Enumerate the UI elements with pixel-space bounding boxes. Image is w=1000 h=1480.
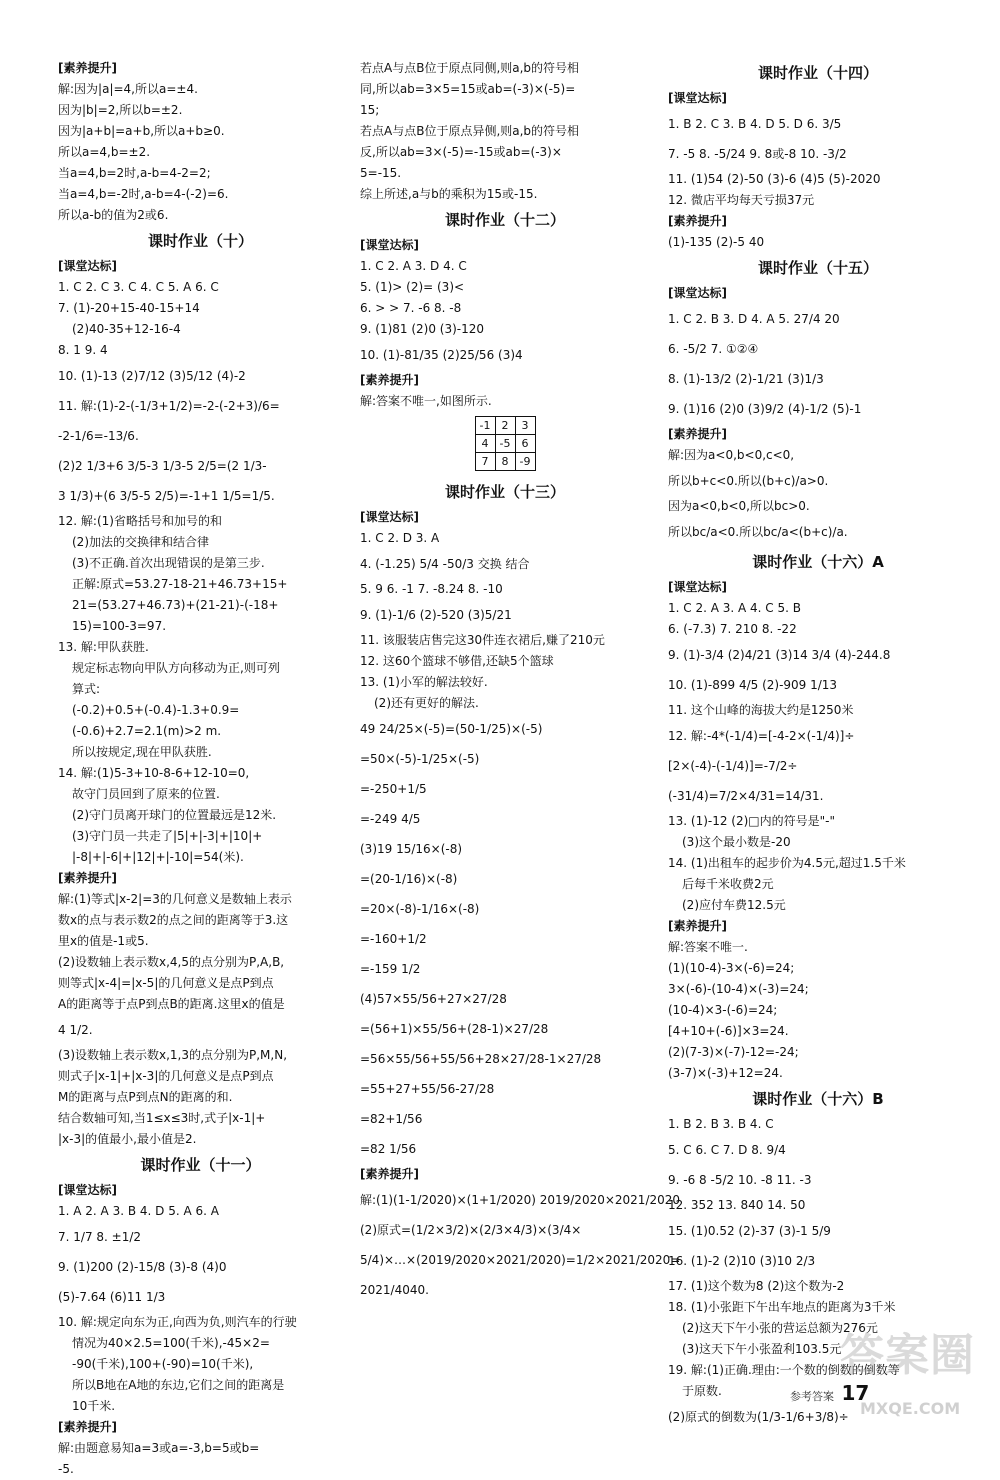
answer-line: =50×(-5)-1/25×(-5) — [360, 752, 480, 766]
answer-line: 6. -5/2 7. ①②④ — [668, 342, 759, 356]
answer-line: (3)这个最小数是-20 — [682, 835, 791, 849]
answer-line: =-159 1/2 — [360, 962, 421, 976]
answer-line: 里x的值是-1或5. — [58, 934, 149, 948]
section-title: 课时作业（十二） — [444, 211, 565, 229]
answer-line: 所以B地在A地的东边,它们之间的距离是 — [72, 1378, 285, 1392]
answer-line: 因为|b|=2,所以b=±2. — [58, 103, 183, 117]
answer-line: (1)(10-4)-3×(-6)=24; — [668, 961, 795, 975]
answer-line: 1. B 2. C 3. B 4. D 5. D 6. 3/5 — [668, 117, 842, 131]
grid-cell: -9 — [515, 453, 535, 471]
section-title: 课时作业（十三） — [444, 483, 565, 501]
answer-line: 则式子|x-1|+|x-3|的几何意义是点P到点 — [58, 1069, 274, 1083]
middle-part-a — [360, 58, 650, 412]
answer-line: 14. 解:(1)5-3+10-8-6+12-10=0, — [58, 766, 250, 780]
answer-line: (2)原式=(1/2×3/2)×(2/3×4/3)×(3/4× — [360, 1223, 582, 1237]
answer-line: 9. -6 8 -5/2 10. -8 11. -3 — [668, 1173, 812, 1187]
section-tag: [课堂达标] — [58, 259, 117, 273]
answer-line: 解:(1)(1-1/2020)×(1+1/2020) 2019/2020×2021/2020 — [360, 1193, 681, 1207]
section-tag: [素养提升] — [58, 1420, 117, 1434]
answer-line: -90(千米),100+(-90)=10(千米), — [72, 1357, 254, 1371]
answer-line: 1. C 2. A 3. A 4. C 5. B — [668, 601, 801, 615]
answer-line: 4. (-1.25) 5/4 -50/3 交换 结合 — [360, 557, 530, 571]
answer-line: (1)-135 (2)-5 40 — [668, 235, 765, 249]
grid-cell: 2 — [495, 417, 515, 435]
answer-line: 则等式|x-4|=|x-5|的几何意义是点P到点 — [58, 976, 274, 990]
section-tag: [素养提升] — [360, 1167, 419, 1181]
grid-row — [475, 417, 535, 435]
answer-line: =82 1/56 — [360, 1142, 417, 1156]
answer-line: 故守门员回到了原来的位置. — [72, 787, 220, 801]
answer-line: 15; — [360, 103, 380, 117]
answer-line: 1. C 2. C 3. C 4. C 5. A 6. C — [58, 280, 219, 294]
grid-cell: -1 — [475, 417, 495, 435]
answer-line: 16. (1)-2 (2)10 (3)10 2/3 — [668, 1254, 816, 1268]
answer-line: (2)守门员离开球门的位置最远是12米. — [72, 808, 277, 822]
section-tag: [素养提升] — [668, 214, 727, 228]
answer-line: 解:(1)等式|x-2|=3的几何意义是数轴上表示 — [58, 892, 292, 906]
answer-line: 12. 这60个篮球不够借,还缺5个篮球 — [360, 654, 554, 668]
answer-line: 8. (1)-13/2 (2)-1/21 (3)1/3 — [668, 372, 824, 386]
footer-label: 参考答案 — [790, 1390, 834, 1403]
answer-line: 情况为40×2.5=100(千米),-45×2= — [72, 1336, 270, 1350]
answer-line: 7. 1/7 8. ±1/2 — [58, 1230, 142, 1244]
answer-line: 6. (-7.3) 7. 210 8. -22 — [668, 622, 797, 636]
answer-line: (4)57×55/56+27×27/28 — [360, 992, 507, 1006]
answer-line: (3)19 15/16×(-8) — [360, 842, 463, 856]
answer-line: 11. 该服装店售完这30件连衣裙后,赚了210元 — [360, 633, 605, 647]
answer-line: =(56+1)×55/56+(28-1)×27/28 — [360, 1022, 549, 1036]
answer-line: M的距离与点P到点N的距离的和. — [58, 1090, 233, 1104]
answer-line: 15)=100-3=97. — [72, 619, 167, 633]
answer-line: 10. (1)-81/35 (2)25/56 (3)4 — [360, 348, 523, 362]
answer-line: 规定标志物向甲队方向移动为正,则可列 — [72, 661, 280, 675]
section-tag: [课堂达标] — [668, 91, 727, 105]
answer-line: =-160+1/2 — [360, 932, 427, 946]
grid-cell: 3 — [515, 417, 535, 435]
answer-line: 17. (1)这个数为8 (2)这个数为-2 — [668, 1279, 845, 1293]
answer-line: 同,所以ab=3×5=15或ab=(-3)×(-5)= — [360, 82, 576, 96]
answer-line: 后每千米收费2元 — [682, 877, 774, 891]
answer-line: =56×55/56+55/56+28×27/28-1×27/28 — [360, 1052, 602, 1066]
section-title: 课时作业（十六）A — [752, 553, 884, 571]
page-number: 17 — [841, 1381, 870, 1405]
grid-cell: 8 — [495, 453, 515, 471]
answer-line: (2)原式的倒数为(1/3-1/6+3/8)÷ — [668, 1410, 849, 1424]
answer-line: =20×(-8)-1/16×(-8) — [360, 902, 480, 916]
answer-line: (3)守门员一共走了|5|+|-3|+|10|+ — [72, 829, 263, 843]
answer-line: (3)设数轴上表示数x,1,3的点分别为P,M,N, — [58, 1048, 288, 1062]
answer-line: 反,所以ab=3×(-5)=-15或ab=(-3)× — [360, 145, 562, 159]
answer-line: 因为|a+b|=a+b,所以a+b≥0. — [58, 124, 225, 138]
answer-line: 所以按规定,现在甲队获胜. — [72, 745, 212, 759]
answer-line: -2-1/6=-13/6. — [58, 429, 139, 443]
answer-line: (2)设数轴上表示数x,4,5的点分别为P,A,B, — [58, 955, 285, 969]
answer-line: 综上所述,a与b的乘积为15或-15. — [360, 187, 538, 201]
answer-line: 5/4)×…×(2019/2020×2021/2020)=1/2×2021/2020= — [360, 1253, 681, 1267]
answer-line: (10-4)×3-(-6)=24; — [668, 1003, 778, 1017]
column-right — [668, 58, 968, 1432]
answer-line: 11. 解:(1)-2-(-1/3+1/2)=-2-(-2+3)/6= — [58, 399, 280, 413]
answer-line: 49 24/25×(-5)=(50-1/25)×(-5) — [360, 722, 543, 736]
answer-line: -5. — [58, 1462, 74, 1476]
section-title: 课时作业（十六）B — [752, 1090, 884, 1108]
answer-line: 因为a<0,b<0,所以bc>0. — [668, 499, 810, 513]
answer-line: =(20-1/16)×(-8) — [360, 872, 458, 886]
answer-line: (5)-7.64 (6)11 1/3 — [58, 1290, 166, 1304]
answer-line: (3)这天下午小张盈利103.5元 — [682, 1342, 842, 1356]
answer-line: 2021/4040. — [360, 1283, 429, 1297]
answer-line: 所以b+c<0.所以(b+c)/a>0. — [668, 474, 829, 488]
answer-line: (2)(7-3)×(-7)-12=-24; — [668, 1045, 799, 1059]
grid-cell: 4 — [475, 435, 495, 453]
answer-line: (-0.6)+2.7=2.1(m)>2 m. — [72, 724, 222, 738]
answer-line: 1. C 2. D 3. A — [360, 531, 440, 545]
answer-line: 9. (1)81 (2)0 (3)-120 — [360, 322, 485, 336]
section-tag: [素养提升] — [58, 61, 117, 75]
answer-line: 9. (1)-1/6 (2)-520 (3)5/21 — [360, 608, 512, 622]
answer-line: 13. (1)小军的解法较好. — [360, 675, 488, 689]
answer-line: =55+27+55/56-27/28 — [360, 1082, 495, 1096]
answer-line: 10千米. — [72, 1399, 116, 1413]
answer-line: 解:因为a<0,b<0,c<0, — [668, 448, 795, 462]
answer-line: (2)这天下午小张的营运总额为276元 — [682, 1321, 878, 1335]
answer-line: 于原数. — [682, 1384, 722, 1398]
answer-line: 4 1/2. — [58, 1023, 93, 1037]
answer-line: 8. 1 9. 4 — [58, 343, 108, 357]
answer-line: (2)40-35+12-16-4 — [72, 322, 181, 336]
answer-line: 3 1/3)+(6 3/5-5 2/5)=-1+1 1/5=1/5. — [58, 489, 275, 503]
answer-line: 18. (1)小张距下午出车地点的距离为3千米 — [668, 1300, 896, 1314]
answer-line: |-8|+|-6|+|12|+|-10|=54(米). — [72, 850, 244, 864]
column-middle — [360, 58, 681, 1305]
answer-line: 若点A与点B位于原点异侧,则a,b的符号相 — [360, 124, 580, 138]
watermark-logo: 答案圈 — [840, 1330, 975, 1381]
column-left — [58, 58, 343, 1480]
answer-line: 9. (1)-3/4 (2)4/21 (3)14 3/4 (4)-244.8 — [668, 648, 891, 662]
answer-line: (2)2 1/3+6 3/5-3 1/3-5 2/5=(2 1/3- — [58, 459, 267, 473]
answer-line: =-250+1/5 — [360, 782, 427, 796]
answer-line: 19. 解:(1)正确.理由:一个数的倒数的倒数等 — [668, 1363, 900, 1377]
answer-line: 解:因为|a|=4,所以a=±4. — [58, 82, 198, 96]
answer-line: 13. (1)-12 (2)□内的符号是"-" — [668, 814, 836, 828]
section-title: 课时作业（十五） — [757, 259, 878, 277]
answer-line: 11. (1)54 (2)-50 (3)-6 (4)5 (5)-2020 — [668, 172, 881, 186]
answer-line: 10. (1)-13 (2)7/12 (3)5/12 (4)-2 — [58, 369, 246, 383]
section-tag: [课堂达标] — [58, 1183, 117, 1197]
answer-line: 7. -5 8. -5/24 9. 8或-8 10. -3/2 — [668, 147, 847, 161]
answer-line: 13. 解:甲队获胜. — [58, 640, 149, 654]
answer-line: 7. (1)-20+15-40-15+14 — [58, 301, 200, 315]
answer-line: (-31/4)=7/2×4/31=14/31. — [668, 789, 824, 803]
answer-line: (3-7)×(-3)+12=24. — [668, 1066, 783, 1080]
answer-line: 1. A 2. A 3. B 4. D 5. A 6. A — [58, 1204, 219, 1218]
answer-line: 10. 解:规定向东为正,向西为负,则汽车的行驶 — [58, 1315, 297, 1329]
answer-line: |x-3|的值最小,最小值是2. — [58, 1132, 197, 1146]
answer-line: 12. 解:-4*(-1/4)=[-4-2×(-1/4)]÷ — [668, 729, 855, 743]
answer-line: 若点A与点B位于原点同侧,则a,b的符号相 — [360, 61, 580, 75]
section-tag: [素养提升] — [668, 427, 727, 441]
answer-line: (3)不正确.首次出现错误的是第三步. — [72, 556, 265, 570]
magic-square-grid — [475, 416, 536, 471]
grid-cell: -5 — [495, 435, 515, 453]
answer-line: 算式: — [72, 682, 101, 696]
answer-line: [4+10+(-6)]×3=24. — [668, 1024, 789, 1038]
answer-line: 当a=4,b=-2时,a-b=4-(-2)=6. — [58, 187, 229, 201]
section-tag: [课堂达标] — [360, 238, 419, 252]
answer-line: 15. (1)0.52 (2)-37 (3)-1 5/9 — [668, 1224, 831, 1238]
magic-square-figure — [360, 416, 650, 471]
section-tag: [素养提升] — [668, 919, 727, 933]
watermark-url: MXQE.COM — [860, 1399, 961, 1418]
answer-line: 9. (1)16 (2)0 (3)9/2 (4)-1/2 (5)-1 — [668, 402, 862, 416]
answer-line: 1. C 2. A 3. D 4. C — [360, 259, 467, 273]
page-footer — [790, 1383, 869, 1407]
answer-line: (2)加法的交换律和结合律 — [72, 535, 209, 549]
section-title: 课时作业（十一） — [140, 1156, 261, 1174]
answer-line: 结合数轴可知,当1≤x≤3时,式子|x-1|+ — [58, 1111, 266, 1125]
answer-line: 10. (1)-899 4/5 (2)-909 1/13 — [668, 678, 838, 692]
answer-line: 所以a=4,b=±2. — [58, 145, 151, 159]
grid-row — [475, 453, 535, 471]
answer-line: 12. 解:(1)省略括号和加号的和 — [58, 514, 222, 528]
section-tag: [课堂达标] — [668, 580, 727, 594]
answer-line: 解:由题意易知a=3或a=-3,b=5或b= — [58, 1441, 260, 1455]
answer-line: 解:答案不唯一,如图所示. — [360, 394, 492, 408]
answer-line: 所以bc/a<0.所以bc/a<(b+c)/a. — [668, 525, 848, 539]
answer-line: 正解:原式=53.27-18-21+46.73+15+ — [72, 577, 288, 591]
answer-line: 11. 这个山峰的海拔大约是1250米 — [668, 703, 854, 717]
answer-line: 21=(53.27+46.73)+(21-21)-(-18+ — [72, 598, 279, 612]
answer-line: 9. (1)200 (2)-15/8 (3)-8 (4)0 — [58, 1260, 227, 1274]
answer-line: 6. > > 7. -6 8. -8 — [360, 301, 462, 315]
answer-line: 3×(-6)-(10-4)×(-3)=24; — [668, 982, 809, 996]
grid-row — [475, 435, 535, 453]
section-tag: [课堂达标] — [668, 286, 727, 300]
answer-line: 解:答案不唯一. — [668, 940, 748, 954]
answer-line: A的距离等于点P到点B的距离.这里x的值是 — [58, 997, 285, 1011]
answer-line: =82+1/56 — [360, 1112, 423, 1126]
section-title: 课时作业（十） — [147, 232, 253, 250]
grid-cell: 7 — [475, 453, 495, 471]
answer-line: 12. 352 13. 840 14. 50 — [668, 1198, 806, 1212]
section-tag: [素养提升] — [58, 871, 117, 885]
answer-line: 12. 微店平均每天亏损37元 — [668, 193, 815, 207]
answer-line: 数x的点与表示数2的点之间的距离等于3.这 — [58, 913, 289, 927]
answer-line: 5. (1)> (2)= (3)< — [360, 280, 465, 294]
answer-line: =-249 4/5 — [360, 812, 421, 826]
answer-line: [2×(-4)-(-1/4)]=-7/2÷ — [668, 759, 798, 773]
section-title: 课时作业（十四） — [757, 64, 878, 82]
grid-cell: 6 — [515, 435, 535, 453]
middle-part-b — [360, 477, 681, 1305]
answer-line: 当a=4,b=2时,a-b=4-2=2; — [58, 166, 211, 180]
answer-line: 1. C 2. B 3. D 4. A 5. 27/4 20 — [668, 312, 840, 326]
answer-line: 5=-15. — [360, 166, 402, 180]
section-tag: [课堂达标] — [360, 510, 419, 524]
answer-line: 14. (1)出租车的起步价为4.5元,超过1.5千米 — [668, 856, 906, 870]
answer-line: 5. C 6. C 7. D 8. 9/4 — [668, 1143, 786, 1157]
section-tag: [素养提升] — [360, 373, 419, 387]
answer-line: (-0.2)+0.5+(-0.4)-1.3+0.9= — [72, 703, 240, 717]
answer-line: (2)还有更好的解法. — [374, 696, 479, 710]
answer-line: 5. 9 6. -1 7. -8.24 8. -10 — [360, 582, 503, 596]
answer-line: 1. B 2. B 3. B 4. C — [668, 1117, 774, 1131]
answer-line: (2)应付车费12.5元 — [682, 898, 786, 912]
answer-line: 所以a-b的值为2或6. — [58, 208, 169, 222]
